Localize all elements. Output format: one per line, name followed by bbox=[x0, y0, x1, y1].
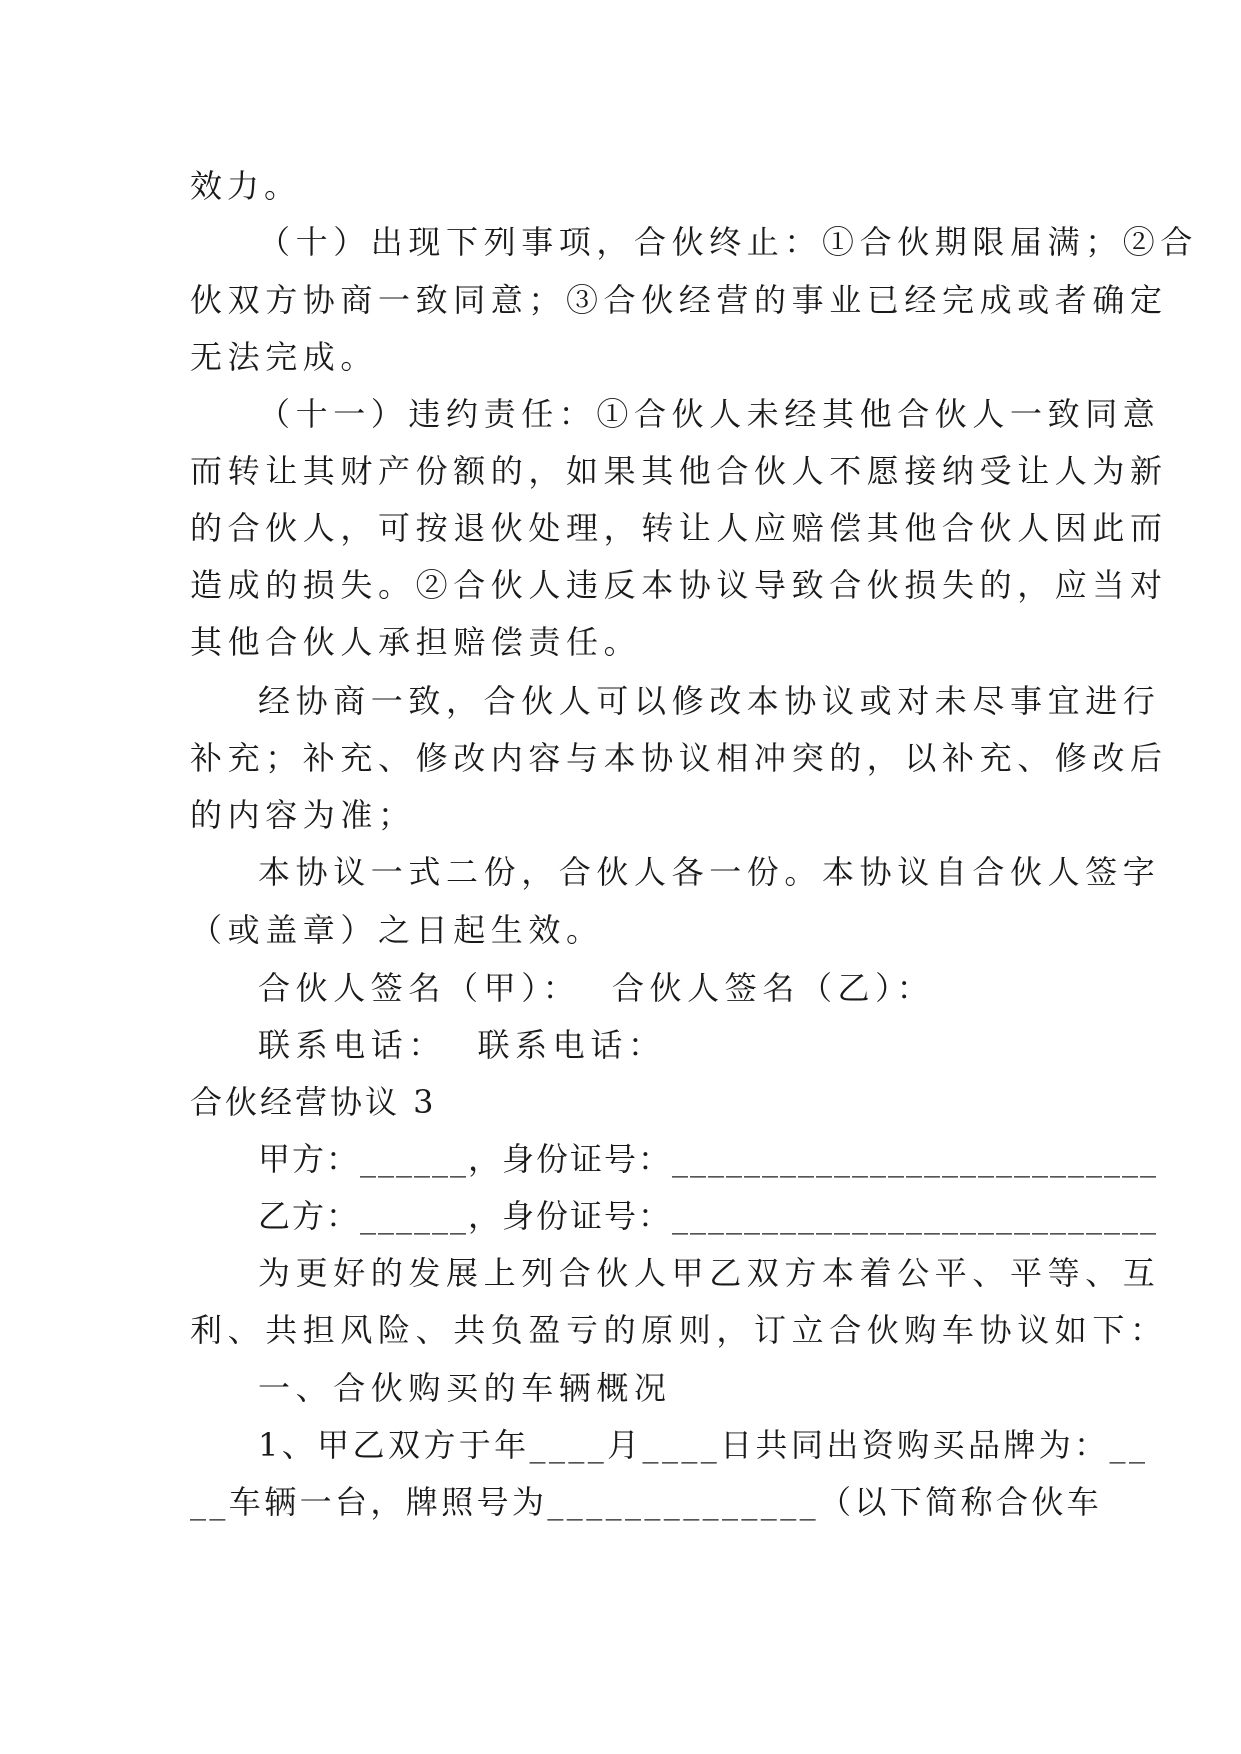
text-line: 的内容为准； bbox=[190, 796, 416, 834]
text-line: 的合伙人，可按退伙处理，转让人应赔偿其他合伙人因此而 bbox=[190, 509, 1168, 547]
text-line: 无法完成。 bbox=[190, 338, 379, 376]
text-line: （或盖章）之日起生效。 bbox=[190, 911, 604, 949]
text-line: __车辆一台，牌照号为______________（以下简称合伙车 bbox=[190, 1483, 1103, 1521]
contact-line: 联系电话： 联系电话： bbox=[258, 1026, 666, 1064]
text-line: 本协议一式二份，合伙人各一份。本协议自合伙人签字 bbox=[258, 853, 1161, 891]
text-line: 补充；补充、修改内容与本协议相冲突的，以补充、修改后 bbox=[190, 739, 1168, 777]
party-a-line: 甲方：______，身份证号：___________________________ bbox=[258, 1140, 1159, 1178]
text-line: 效力。 bbox=[190, 167, 302, 205]
text-line: 其他合伙人承担赔偿责任。 bbox=[190, 623, 642, 661]
text-line: 1、甲乙双方于年____月____日共同出资购买品牌为：__ bbox=[258, 1426, 1149, 1464]
signature-line: 合伙人签名（甲）： 合伙人签名（乙）： bbox=[258, 969, 935, 1007]
text-line: 伙双方协商一致同意；③合伙经营的事业已经完成或者确定 bbox=[190, 281, 1168, 319]
section-title: 合伙经营协议 3 bbox=[190, 1083, 437, 1121]
party-b-line: 乙方：______，身份证号：___________________________ bbox=[258, 1197, 1159, 1235]
text-line: 而转让其财产份额的，如果其他合伙人不愿接纳受让人为新 bbox=[190, 452, 1168, 490]
section-heading: 一、合伙购买的车辆概况 bbox=[258, 1369, 672, 1407]
text-line: 经协商一致，合伙人可以修改本协议或对未尽事宜进行 bbox=[258, 682, 1161, 720]
text-line: 利、共担风险、共负盈亏的原则，订立合伙购车协议如下： bbox=[190, 1311, 1168, 1349]
text-line: （十）出现下列事项，合伙终止：①合伙期限届满；②合 bbox=[258, 223, 1199, 261]
text-line: （十一）违约责任：①合伙人未经其他合伙人一致同意 bbox=[258, 395, 1161, 433]
text-line: 为更好的发展上列合伙人甲乙双方本着公平、平等、互 bbox=[258, 1254, 1161, 1292]
text-line: 造成的损失。②合伙人违反本协议导致合伙损失的，应当对 bbox=[190, 566, 1168, 604]
